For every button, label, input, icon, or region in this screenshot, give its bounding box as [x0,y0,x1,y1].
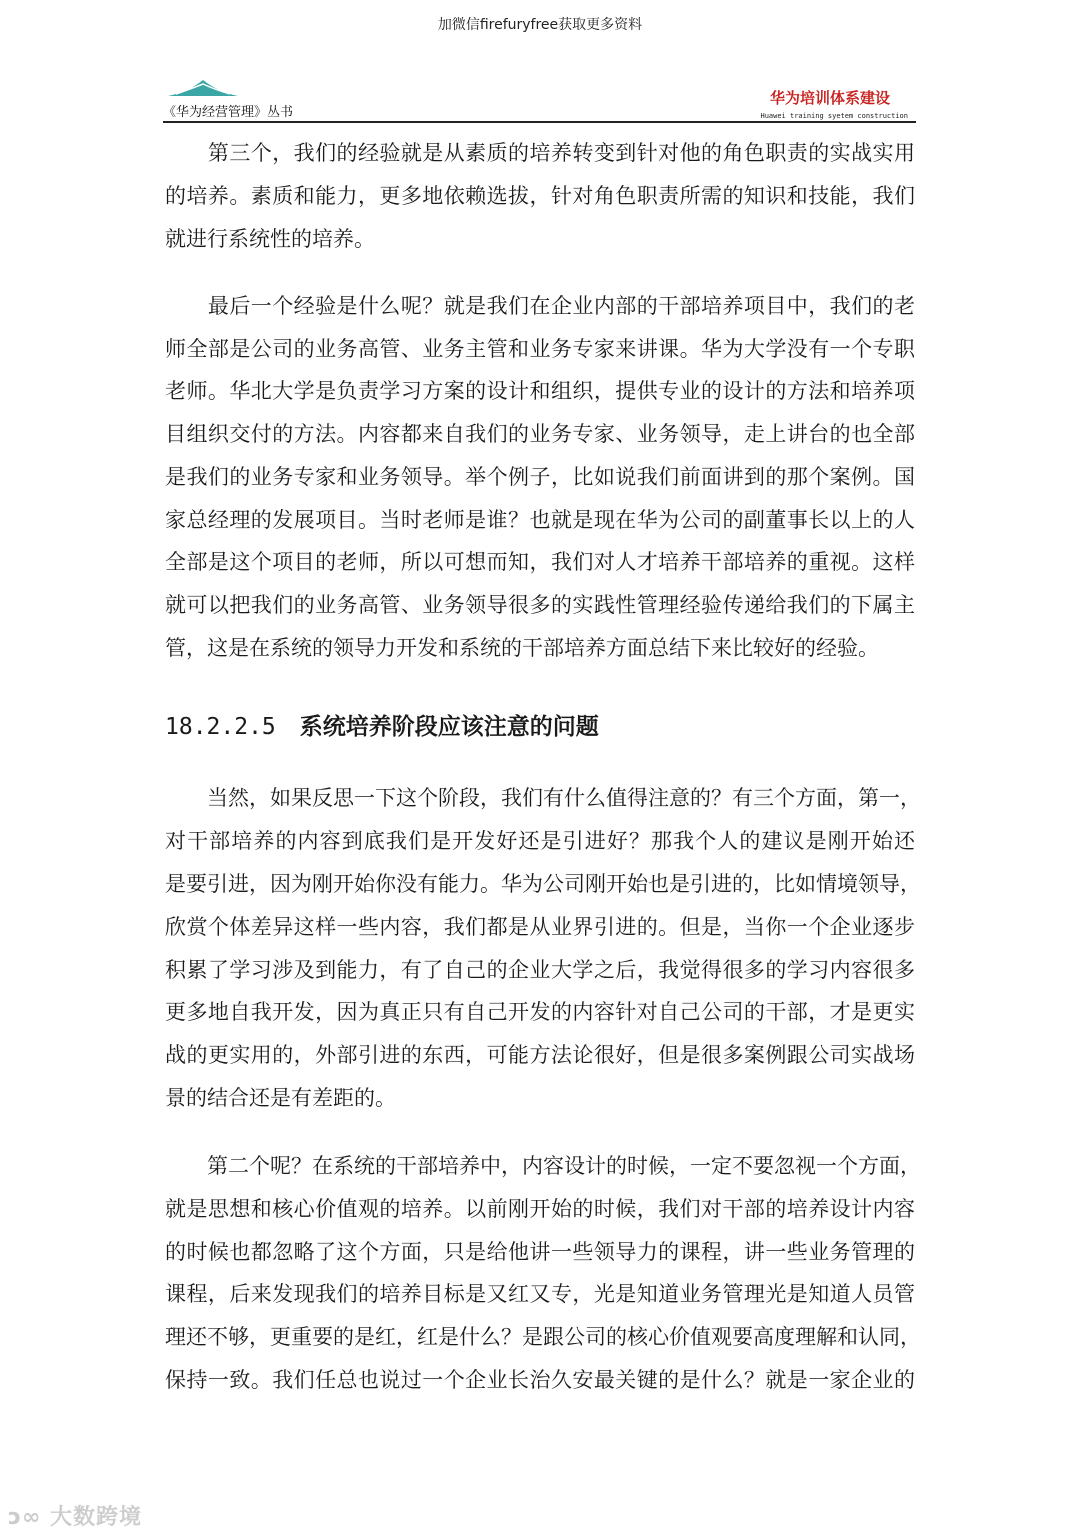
text-line: 的时候也都忽略了这个方面，只是给他讲一些领导力的课程，讲一些业务管理的 [165,1240,915,1264]
text-line: 的培养。素质和能力，更多地依赖选拔，针对角色职责所需的知识和技能，我们 [165,184,915,208]
text-line: 保持一致。我们任总也说过一个企业长治久安最关键的是什么？就是一家企业的 [165,1368,915,1392]
text-line: 第二个呢？在系统的干部培养中，内容设计的时候，一定不要忽视一个方面， [165,1154,921,1178]
section-heading [165,708,599,741]
text-line: 课程，后来发现我们的培养目标是又红又专，光是知道业务管理光是知道人员管 [165,1282,915,1306]
text-line: 全部是这个项目的老师，所以可想而知，我们对人才培养干部培养的重视。这样 [165,550,915,574]
top-note: 加微信firefuryfree获取更多资料 [437,17,643,33]
section-number: 18.2.2.5 [165,714,276,740]
text-line: 家总经理的发展项目。当时老师是谁？也就是现在华为公司的副董事长以上的人 [165,508,915,532]
text-line: 老师。华北大学是负责学习方案的设计和组织，提供专业的设计的方法和培养项 [165,379,915,403]
text-line: 最后一个经验是什么呢？就是我们在企业内部的干部培养项目中，我们的老 [165,294,915,318]
book-brand-subtitle: Huawei training syetem construction [760,112,908,120]
watermark-logo: ↄ∞ 大数跨境 [8,1505,143,1530]
text-line: 就进行系统性的培养。 [165,227,375,251]
text-line: 师全部是公司的业务高管、业务主管和业务专家来讲课。华为大学没有一个专职 [165,337,915,361]
text-line: 就可以把我们的业务高管、业务领导很多的实践性管理经验传递给我们的下属主 [165,593,915,617]
text-line: 管，这是在系统的领导力开发和系统的干部培养方面总结下来比较好的经验。 [165,636,879,660]
text-line: 积累了学习涉及到能力，有了自己的企业大学之后，我觉得很多的学习内容很多 [165,958,915,982]
text-line: 战的更实用的，外部引进的东西，可能方法论很好，但是很多案例跟公司实战场 [165,1043,915,1067]
text-line: 当然，如果反思一下这个阶段，我们有什么值得注意的？有三个方面，第一， [165,786,921,810]
text-line: 对干部培养的内容到底我们是开发好还是引进好？那我个人的建议是刚开始还 [165,829,915,853]
publisher-logo-icon [168,78,238,98]
book-brand-title: 华为培训体系建设 [769,89,890,107]
text-line: 理还不够，更重要的是红，红是什么？是跟公司的核心价值观要高度理解和认同， [165,1325,921,1349]
section-title: 系统培养阶段应该注意的问题 [299,714,599,740]
text-line: 就是思想和核心价值观的培养。以前刚开始的时候，我们对干部的培养设计内容 [165,1197,915,1221]
header-divider [163,121,916,123]
text-line: 更多地自我开发，因为真正只有自己开发的内容针对自己公司的干部，才是更实 [165,1000,915,1024]
text-line: 欣赏个体差异这样一些内容，我们都是从业界引进的。但是，当你一个企业逐步 [165,915,915,939]
text-line: 目组织交付的方法。内容都来自我们的业务专家、业务领导，走上讲台的也全部 [165,422,915,446]
text-line: 景的结合还是有差距的。 [165,1086,396,1110]
book-series-title: 《华为经营管理》丛书 [163,105,294,120]
text-line: 是要引进，因为刚开始你没有能力。华为公司刚开始也是引进的，比如情境领导， [165,872,921,896]
text-line: 第三个，我们的经验就是从素质的培养转变到针对他的角色职责的实战实用 [165,141,915,165]
text-line: 是我们的业务专家和业务领导。举个例子，比如说我们前面讲到的那个案例。国 [165,465,915,489]
